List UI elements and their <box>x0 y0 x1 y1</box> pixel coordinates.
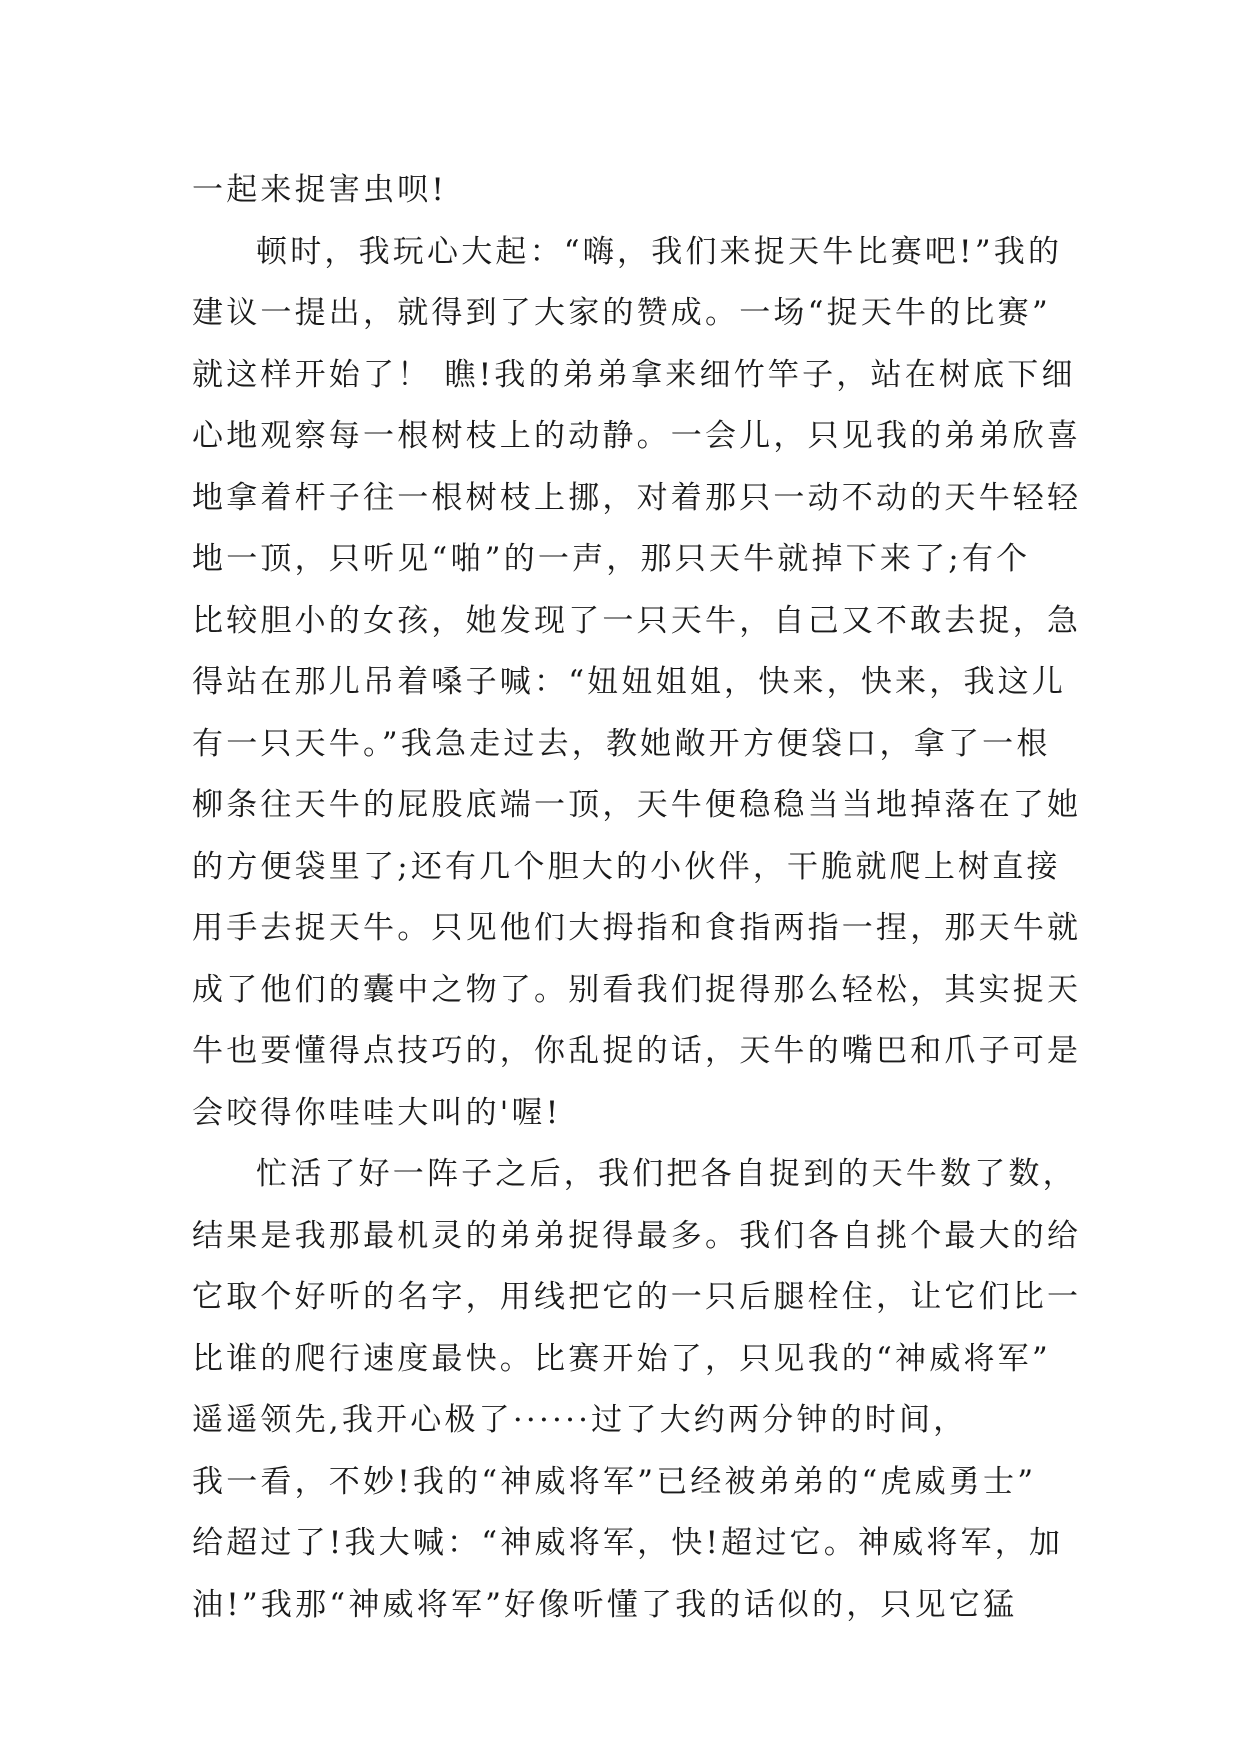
text-line: 地一顶，只听见“啪”的一声，那只天牛就掉下来了;有个 <box>192 541 1031 577</box>
text-line: 的方便袋里了;还有几个胆大的小伙伴，干脆就爬上树直接 <box>192 848 1061 885</box>
body-text <box>192 160 1082 1636</box>
text-line: 遥遥领先,我开心极了······过了大约两分钟的时间， <box>192 1402 968 1438</box>
text-line: 给超过了!我大喊：“神威将军，快!超过它。神威将军，加 <box>192 1525 1064 1561</box>
text-line: 就这样开始了！ 瞧!我的弟弟拿来细竹竿子，站在树底下细 <box>192 356 1076 393</box>
text-line: 有一只天牛。”我急走过去，教她敞开方便袋口，拿了一根 <box>192 725 1051 762</box>
text-line: 柳条往天牛的屁股底端一顶，天牛便稳稳当当地掉落在了她 <box>192 787 1082 823</box>
text-line: 我一看，不妙!我的“神威将军”已经被弟弟的“虎威勇士” <box>192 1463 1037 1500</box>
text-line: 结果是我那最机灵的弟弟捉得最多。我们各自挑个最大的给 <box>192 1217 1082 1254</box>
paragraph-first-line: 顿时，我玩心大起：“嗨，我们来捉天牛比赛吧!”我的 <box>256 233 1063 270</box>
text-line: 心地观察每一根树枝上的动静。一会儿，只见我的弟弟欣喜 <box>192 418 1082 454</box>
text-line: 建议一提出，就得到了大家的赞成。一场“捉天牛的比赛” <box>192 295 1051 331</box>
text-line: 它取个好听的名字，用线把它的一只后腿栓住，让它们比一 <box>192 1279 1082 1315</box>
text-line: 油!”我那“神威将军”好像听懂了我的话似的，只见它猛 <box>192 1586 1018 1623</box>
text-line: 成了他们的囊中之物了。别看我们捉得那么轻松，其实捉天 <box>192 971 1082 1008</box>
text-line: 比较胆小的女孩，她发现了一只天牛，自己又不敢去捉，急 <box>192 602 1082 639</box>
text-line: 得站在那儿吊着嗓子喊：“妞妞姐姐，快来，快来，我这儿 <box>192 664 1067 700</box>
text-line: 一起来捉害虫呗! <box>192 172 448 208</box>
text-line: 牛也要懂得点技巧的，你乱捉的话，天牛的嘴巴和爪子可是 <box>192 1033 1082 1069</box>
paragraph-first-line: 忙活了好一阵子之后，我们把各自捉到的天牛数了数， <box>256 1156 1077 1192</box>
text-line: 比谁的爬行速度最快。比赛开始了，只见我的“神威将军” <box>192 1340 1051 1377</box>
text-line: 地拿着杆子往一根树枝上挪，对着那只一动不动的天牛轻轻 <box>192 479 1082 516</box>
text-line: 用手去捉天牛。只见他们大拇指和食指两指一捏，那天牛就 <box>192 910 1082 946</box>
text-line: 会咬得你哇哇大叫的'喔! <box>192 1094 562 1131</box>
